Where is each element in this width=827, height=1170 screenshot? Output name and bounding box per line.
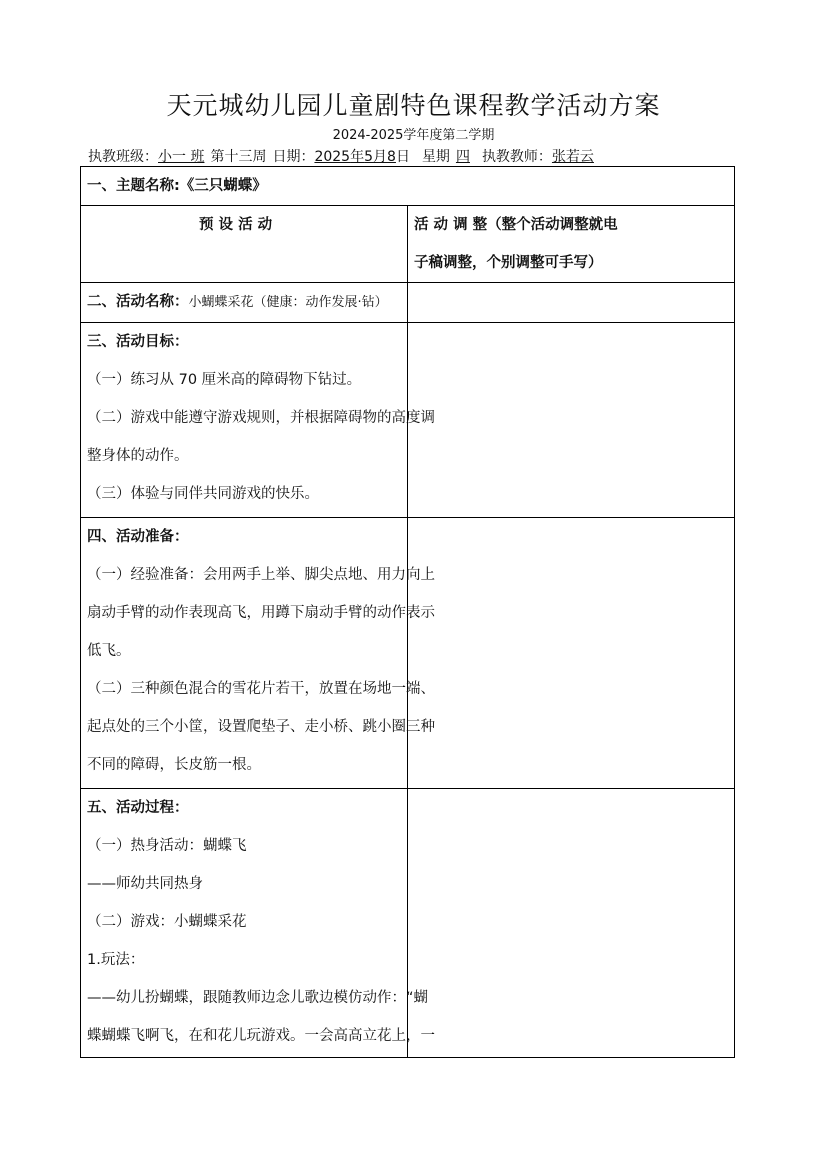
date-year: 2025 [314,149,351,165]
preparation-line: （二）三种颜色混合的雪花片若干，放置在场地一端、 [87,681,435,697]
goal-line: （三）体验与同伴共同游戏的快乐。 [87,486,319,502]
adjustment-header-line-1: 活 动 调 整（整个活动调整就电 [414,217,618,233]
goals-adjustment-cell [408,323,735,518]
process-row [81,789,735,1058]
preparation-adjustment-cell [408,518,735,789]
preset-activity-label: 预 设 活 动 [199,217,273,233]
activity-name-cell [81,283,408,323]
preparation-line: （一）经验准备：会用两手上举、脚尖点地、用力向上 [87,567,435,583]
column-header-row [81,206,735,283]
preparation-cell [81,518,435,789]
process-line: （二）游戏：小蝴蝶采花 [87,914,247,930]
activity-name-value: 小蝴蝶采花（健康：动作发展·钻） [188,295,388,310]
class-label: 执教班级： [88,149,158,165]
lesson-plan-table [80,166,735,1058]
goals-row [81,323,735,518]
preparation-line: 起点处的三个小筐，设置爬垫子、走小桥、跳小圈三种 [87,719,435,735]
date-day: 8 [387,149,396,165]
date-month-suffix: 月 [373,149,388,165]
date-year-suffix: 年 [350,149,365,165]
goal-line: （一）练习从 70 厘米高的障碍物下钻过。 [87,372,362,388]
theme-cell: 一、主题名称:《三只蝴蝶》 [81,167,735,206]
preparation-heading: 四、活动准备： [87,529,189,545]
process-line: ——师幼共同热身 [87,876,203,892]
goals-cell [81,323,435,518]
page-title: 天元城幼儿园儿童剧特色课程教学活动方案 [166,91,661,120]
week-value: 第十三周 [210,149,267,165]
goal-line: 整身体的动作。 [87,448,189,464]
process-cell [81,789,435,1058]
class-info-line [88,146,594,166]
class-value: 小一 班 [158,149,205,165]
process-line: ——幼儿扮蝴蝶，跟随教师边念儿歌边模仿动作：“蝴 [87,990,429,1006]
preparation-row [81,518,735,789]
process-adjustment-cell [408,789,735,1058]
preset-activity-header [81,206,408,283]
activity-name-adjustment-cell [408,283,735,323]
date-month: 5 [364,149,374,165]
teacher-label: 执教教师： [481,149,552,165]
process-line: （一）热身活动：蝴蝶飞 [87,838,247,854]
activity-name-label: 二、活动名称： [87,294,189,310]
preparation-line: 扇动手臂的动作表现高飞，用蹲下扇动手臂的动作表示 [87,605,435,621]
process-line: 1.玩法： [87,952,145,968]
goal-line: （二）游戏中能遵守游戏规则，并根据障碍物的高度调 [87,410,435,426]
process-line: 蝶蝴蝶飞啊飞，在和花儿玩游戏。一会高高立花上，一 [87,1028,435,1044]
preparation-line: 低飞。 [87,643,131,659]
preparation-line: 不同的障碍，长皮筋一根。 [87,757,261,773]
adjustment-header-line-2: 子稿调整，个别调整可手写） [414,255,603,271]
activity-name-row [81,283,735,323]
process-heading: 五、活动过程： [87,800,189,816]
date-label: 日期： [272,149,315,165]
date-day-suffix: 日 [395,149,410,165]
weekday-label: 星期 [421,149,450,165]
theme-row [81,167,735,206]
adjustment-header [408,206,735,283]
semester-subtitle: 2024-2025学年度第二学期 [332,128,495,143]
goals-heading: 三、活动目标： [87,334,189,350]
weekday-value: 四 [455,149,470,165]
teacher-value: 张若云 [551,149,594,165]
